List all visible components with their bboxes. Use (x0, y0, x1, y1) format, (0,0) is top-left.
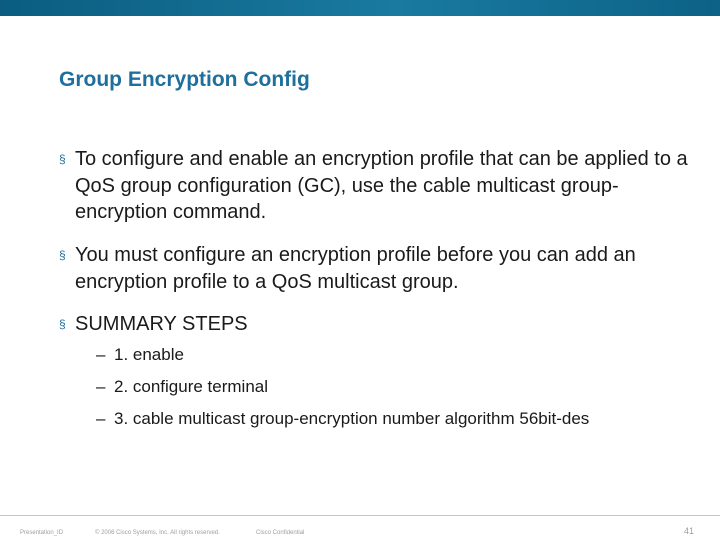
step-dash: – (96, 377, 106, 396)
summary-step (96, 376, 706, 398)
summary-step (96, 344, 706, 366)
summary-step (96, 408, 706, 430)
bullet-item (59, 242, 699, 295)
bullet-text: You must configure an encryption profile before you can add an encryption profile to a QoS multicast group. (75, 244, 636, 293)
footer-divider (0, 515, 720, 516)
bullet-text: To configure and enable an encryption profile that can be applied to a QoS group configuration (GC), use the cable multicast group-encryption command. (75, 148, 688, 223)
slide-title: Group Encryption Config (59, 68, 310, 91)
footer-confidential: Cisco Confidential (256, 530, 305, 536)
bullet-item (59, 311, 699, 338)
footer-copyright: © 2006 Cisco Systems, Inc. All rights reserved. (95, 530, 220, 536)
header-bar (0, 0, 720, 16)
bullet-marker-icon: § (59, 317, 66, 331)
bullet-marker-icon: § (59, 152, 66, 166)
bullet-marker-icon: § (59, 248, 66, 262)
bullet-text: SUMMARY STEPS (75, 313, 248, 335)
footer-presentation-id: Presentation_ID (20, 530, 64, 536)
step-text: 2. configure terminal (114, 377, 269, 396)
step-dash: – (96, 409, 106, 428)
step-text: 1. enable (114, 345, 184, 364)
page-number: 41 (684, 526, 695, 536)
step-text: 3. cable multicast group-encryption number algorithm 56bit-des (114, 409, 590, 428)
bullet-item (59, 146, 699, 226)
step-dash: – (96, 345, 106, 364)
